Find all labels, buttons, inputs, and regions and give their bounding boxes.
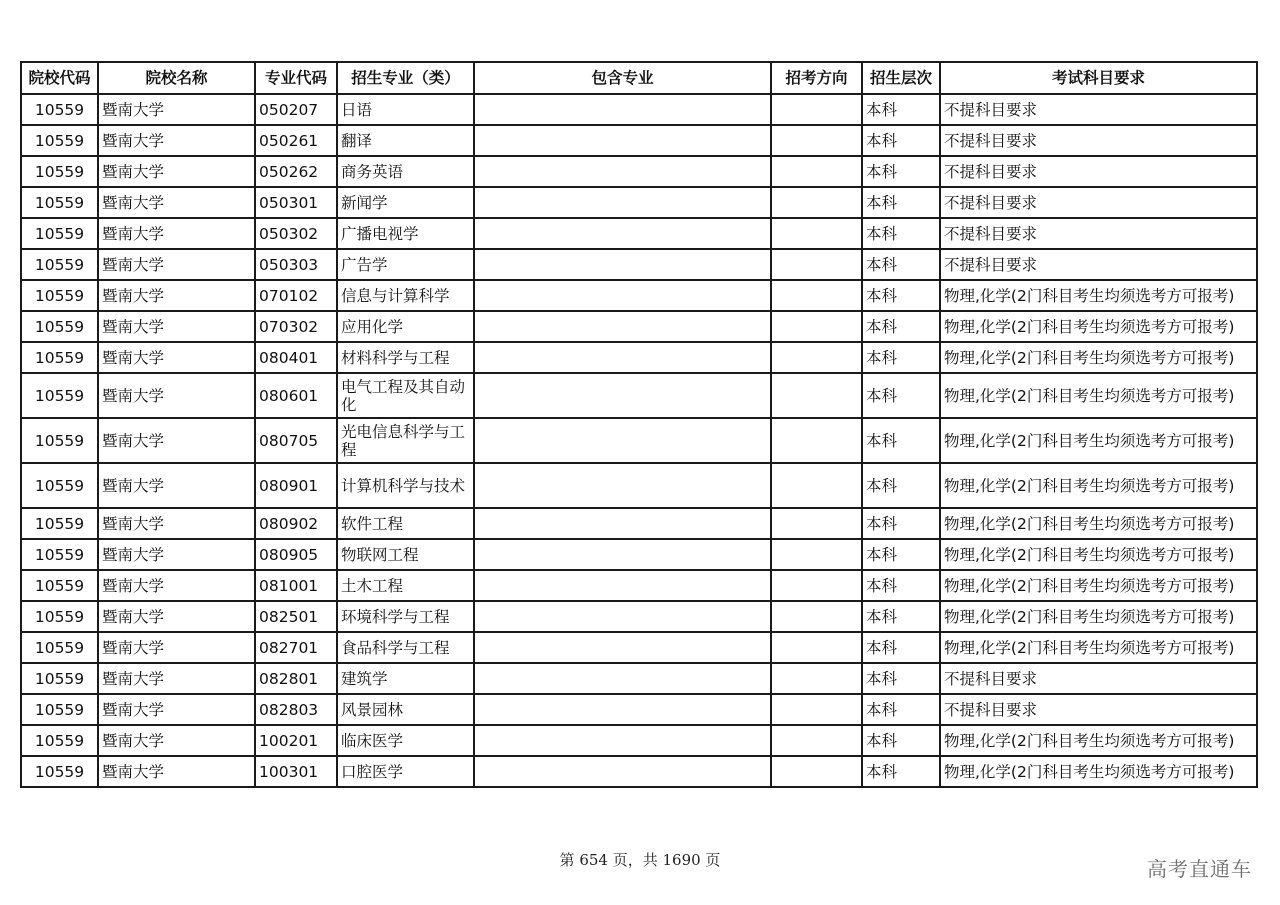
cell-school-code: 10559 xyxy=(21,632,98,663)
cell-major-code: 050261 xyxy=(255,125,337,156)
cell-includes xyxy=(474,249,771,280)
table-row xyxy=(21,249,1257,280)
cell-requirement: 物理,化学(2门科目考生均须选考方可报考) xyxy=(940,373,1257,418)
cell-direction xyxy=(771,463,862,508)
cell-major: 应用化学 xyxy=(337,311,474,342)
cell-includes xyxy=(474,756,771,787)
cell-school-code: 10559 xyxy=(21,570,98,601)
cell-level: 本科 xyxy=(862,694,940,725)
cell-major: 信息与计算科学 xyxy=(337,280,474,311)
cell-school-name: 暨南大学 xyxy=(98,311,255,342)
cell-level: 本科 xyxy=(862,418,940,463)
cell-school-name: 暨南大学 xyxy=(98,156,255,187)
subject-requirements-table xyxy=(20,61,1258,788)
table-row xyxy=(21,187,1257,218)
cell-school-name: 暨南大学 xyxy=(98,94,255,125)
table-row xyxy=(21,218,1257,249)
table-row xyxy=(21,725,1257,756)
cell-major-code: 050207 xyxy=(255,94,337,125)
cell-school-name: 暨南大学 xyxy=(98,694,255,725)
cell-includes xyxy=(474,94,771,125)
cell-school-code: 10559 xyxy=(21,463,98,508)
cell-requirement: 不提科目要求 xyxy=(940,218,1257,249)
cell-direction xyxy=(771,601,862,632)
cell-school-name: 暨南大学 xyxy=(98,570,255,601)
cell-direction xyxy=(771,373,862,418)
cell-includes xyxy=(474,663,771,694)
cell-major: 商务英语 xyxy=(337,156,474,187)
cell-major-code: 082803 xyxy=(255,694,337,725)
cell-major: 材料科学与工程 xyxy=(337,342,474,373)
cell-major: 物联网工程 xyxy=(337,539,474,570)
cell-level: 本科 xyxy=(862,311,940,342)
cell-major-code: 080601 xyxy=(255,373,337,418)
cell-includes xyxy=(474,725,771,756)
cell-major-code: 080902 xyxy=(255,508,337,539)
cell-major-code: 080705 xyxy=(255,418,337,463)
cell-requirement: 物理,化学(2门科目考生均须选考方可报考) xyxy=(940,570,1257,601)
cell-level: 本科 xyxy=(862,725,940,756)
cell-direction xyxy=(771,539,862,570)
header-includes: 包含专业 xyxy=(474,62,771,94)
cell-major: 电气工程及其自动化 xyxy=(337,373,474,418)
table-body xyxy=(21,94,1257,787)
cell-level: 本科 xyxy=(862,156,940,187)
cell-major-code: 050262 xyxy=(255,156,337,187)
cell-major: 光电信息科学与工程 xyxy=(337,418,474,463)
cell-school-name: 暨南大学 xyxy=(98,249,255,280)
cell-school-code: 10559 xyxy=(21,218,98,249)
cell-requirement: 物理,化学(2门科目考生均须选考方可报考) xyxy=(940,632,1257,663)
cell-includes xyxy=(474,373,771,418)
cell-major-code: 080905 xyxy=(255,539,337,570)
cell-includes xyxy=(474,418,771,463)
cell-major: 临床医学 xyxy=(337,725,474,756)
cell-level: 本科 xyxy=(862,187,940,218)
cell-direction xyxy=(771,311,862,342)
table-row xyxy=(21,463,1257,508)
table-row xyxy=(21,632,1257,663)
table-row xyxy=(21,342,1257,373)
cell-major-code: 082701 xyxy=(255,632,337,663)
cell-school-code: 10559 xyxy=(21,249,98,280)
cell-school-name: 暨南大学 xyxy=(98,463,255,508)
cell-school-name: 暨南大学 xyxy=(98,280,255,311)
cell-major-code: 081001 xyxy=(255,570,337,601)
cell-major: 风景园林 xyxy=(337,694,474,725)
cell-major: 环境科学与工程 xyxy=(337,601,474,632)
cell-school-code: 10559 xyxy=(21,418,98,463)
cell-major: 食品科学与工程 xyxy=(337,632,474,663)
cell-direction xyxy=(771,218,862,249)
cell-direction xyxy=(771,663,862,694)
cell-direction xyxy=(771,249,862,280)
table-row xyxy=(21,94,1257,125)
header-major-code: 专业代码 xyxy=(255,62,337,94)
cell-includes xyxy=(474,463,771,508)
cell-school-name: 暨南大学 xyxy=(98,663,255,694)
cell-requirement: 物理,化学(2门科目考生均须选考方可报考) xyxy=(940,311,1257,342)
cell-major: 土木工程 xyxy=(337,570,474,601)
cell-requirement: 不提科目要求 xyxy=(940,156,1257,187)
cell-includes xyxy=(474,342,771,373)
header-level: 招生层次 xyxy=(862,62,940,94)
cell-level: 本科 xyxy=(862,756,940,787)
cell-school-name: 暨南大学 xyxy=(98,125,255,156)
cell-requirement: 物理,化学(2门科目考生均须选考方可报考) xyxy=(940,418,1257,463)
cell-school-code: 10559 xyxy=(21,725,98,756)
cell-major: 日语 xyxy=(337,94,474,125)
cell-school-code: 10559 xyxy=(21,663,98,694)
cell-level: 本科 xyxy=(862,125,940,156)
cell-school-code: 10559 xyxy=(21,694,98,725)
cell-requirement: 不提科目要求 xyxy=(940,249,1257,280)
cell-major-code: 080901 xyxy=(255,463,337,508)
table-row xyxy=(21,418,1257,463)
cell-school-name: 暨南大学 xyxy=(98,187,255,218)
cell-direction xyxy=(771,125,862,156)
cell-includes xyxy=(474,601,771,632)
cell-requirement: 不提科目要求 xyxy=(940,663,1257,694)
table-row xyxy=(21,539,1257,570)
cell-major: 翻译 xyxy=(337,125,474,156)
cell-direction xyxy=(771,694,862,725)
cell-school-code: 10559 xyxy=(21,508,98,539)
cell-major: 建筑学 xyxy=(337,663,474,694)
cell-major: 口腔医学 xyxy=(337,756,474,787)
table-row xyxy=(21,570,1257,601)
table-row xyxy=(21,373,1257,418)
cell-major-code: 070102 xyxy=(255,280,337,311)
cell-major-code: 080401 xyxy=(255,342,337,373)
cell-school-name: 暨南大学 xyxy=(98,632,255,663)
cell-direction xyxy=(771,418,862,463)
cell-includes xyxy=(474,570,771,601)
cell-school-name: 暨南大学 xyxy=(98,601,255,632)
cell-school-code: 10559 xyxy=(21,601,98,632)
cell-school-code: 10559 xyxy=(21,311,98,342)
cell-includes xyxy=(474,218,771,249)
cell-level: 本科 xyxy=(862,280,940,311)
cell-level: 本科 xyxy=(862,570,940,601)
cell-school-name: 暨南大学 xyxy=(98,508,255,539)
cell-school-code: 10559 xyxy=(21,156,98,187)
cell-requirement: 物理,化学(2门科目考生均须选考方可报考) xyxy=(940,601,1257,632)
cell-level: 本科 xyxy=(862,373,940,418)
header-school-code: 院校代码 xyxy=(21,62,98,94)
cell-includes xyxy=(474,125,771,156)
table-row xyxy=(21,508,1257,539)
cell-direction xyxy=(771,756,862,787)
cell-school-name: 暨南大学 xyxy=(98,373,255,418)
cell-school-name: 暨南大学 xyxy=(98,418,255,463)
cell-school-name: 暨南大学 xyxy=(98,342,255,373)
cell-level: 本科 xyxy=(862,663,940,694)
table-row xyxy=(21,694,1257,725)
cell-school-code: 10559 xyxy=(21,94,98,125)
cell-direction xyxy=(771,570,862,601)
cell-school-name: 暨南大学 xyxy=(98,725,255,756)
cell-major: 计算机科学与技术 xyxy=(337,463,474,508)
cell-major-code: 070302 xyxy=(255,311,337,342)
cell-requirement: 不提科目要求 xyxy=(940,694,1257,725)
watermark-text: 高考直通车 xyxy=(1147,857,1252,881)
cell-level: 本科 xyxy=(862,342,940,373)
cell-direction xyxy=(771,187,862,218)
cell-direction xyxy=(771,508,862,539)
header-major: 招生专业（类） xyxy=(337,62,474,94)
table-header-row xyxy=(21,62,1257,94)
cell-direction xyxy=(771,94,862,125)
cell-level: 本科 xyxy=(862,218,940,249)
cell-includes xyxy=(474,311,771,342)
table-row xyxy=(21,156,1257,187)
cell-requirement: 物理,化学(2门科目考生均须选考方可报考) xyxy=(940,508,1257,539)
cell-school-name: 暨南大学 xyxy=(98,218,255,249)
cell-direction xyxy=(771,156,862,187)
cell-includes xyxy=(474,508,771,539)
cell-school-code: 10559 xyxy=(21,280,98,311)
cell-requirement: 物理,化学(2门科目考生均须选考方可报考) xyxy=(940,280,1257,311)
cell-major: 新闻学 xyxy=(337,187,474,218)
cell-school-code: 10559 xyxy=(21,539,98,570)
cell-direction xyxy=(771,632,862,663)
header-direction: 招考方向 xyxy=(771,62,862,94)
cell-requirement: 不提科目要求 xyxy=(940,187,1257,218)
cell-major: 广告学 xyxy=(337,249,474,280)
cell-level: 本科 xyxy=(862,632,940,663)
table-row xyxy=(21,663,1257,694)
cell-includes xyxy=(474,632,771,663)
cell-includes xyxy=(474,280,771,311)
cell-major-code: 082501 xyxy=(255,601,337,632)
cell-direction xyxy=(771,725,862,756)
table-row xyxy=(21,311,1257,342)
cell-requirement: 物理,化学(2门科目考生均须选考方可报考) xyxy=(940,756,1257,787)
cell-requirement: 物理,化学(2门科目考生均须选考方可报考) xyxy=(940,463,1257,508)
cell-major-code: 100301 xyxy=(255,756,337,787)
cell-level: 本科 xyxy=(862,508,940,539)
cell-requirement: 物理,化学(2门科目考生均须选考方可报考) xyxy=(940,539,1257,570)
cell-level: 本科 xyxy=(862,463,940,508)
cell-school-code: 10559 xyxy=(21,342,98,373)
cell-school-code: 10559 xyxy=(21,125,98,156)
cell-major-code: 050303 xyxy=(255,249,337,280)
cell-direction xyxy=(771,342,862,373)
cell-includes xyxy=(474,187,771,218)
cell-school-code: 10559 xyxy=(21,756,98,787)
cell-major: 软件工程 xyxy=(337,508,474,539)
page-number: 第 654 页，共 1690 页 xyxy=(559,851,721,869)
cell-requirement: 物理,化学(2门科目考生均须选考方可报考) xyxy=(940,725,1257,756)
table-row xyxy=(21,280,1257,311)
cell-requirement: 物理,化学(2门科目考生均须选考方可报考) xyxy=(940,342,1257,373)
cell-school-code: 10559 xyxy=(21,187,98,218)
header-requirement: 考试科目要求 xyxy=(940,62,1257,94)
cell-includes xyxy=(474,694,771,725)
cell-level: 本科 xyxy=(862,601,940,632)
cell-school-code: 10559 xyxy=(21,373,98,418)
cell-level: 本科 xyxy=(862,94,940,125)
table-row xyxy=(21,601,1257,632)
cell-major-code: 100201 xyxy=(255,725,337,756)
cell-includes xyxy=(474,539,771,570)
header-school-name: 院校名称 xyxy=(98,62,255,94)
cell-level: 本科 xyxy=(862,249,940,280)
cell-school-name: 暨南大学 xyxy=(98,756,255,787)
cell-level: 本科 xyxy=(862,539,940,570)
cell-major-code: 082801 xyxy=(255,663,337,694)
cell-major-code: 050302 xyxy=(255,218,337,249)
cell-major: 广播电视学 xyxy=(337,218,474,249)
cell-direction xyxy=(771,280,862,311)
cell-school-name: 暨南大学 xyxy=(98,539,255,570)
cell-requirement: 不提科目要求 xyxy=(940,125,1257,156)
cell-major-code: 050301 xyxy=(255,187,337,218)
cell-includes xyxy=(474,156,771,187)
cell-requirement: 不提科目要求 xyxy=(940,94,1257,125)
table-row xyxy=(21,756,1257,787)
table-row xyxy=(21,125,1257,156)
